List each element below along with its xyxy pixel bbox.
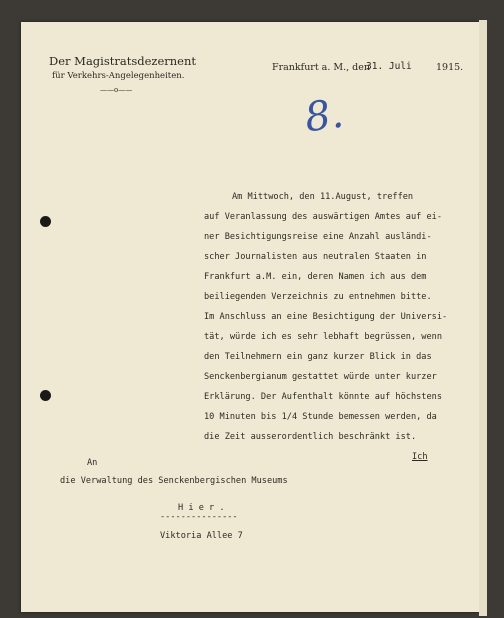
dateline-date: 31. Juli (366, 61, 412, 72)
body-line: tät, würde ich es sehr lebhaft begrüssen, wenn (204, 332, 442, 342)
body-line: Im Anschluss an eine Besichtigung der Universi- (204, 312, 448, 322)
body-line: beiliegenden Verzeichnis zu entnehmen bitte. (204, 292, 432, 302)
body-line: Am Mittwoch, den 11.August, treffen (232, 192, 414, 202)
handwritten-note: 8. (301, 90, 347, 142)
address-location: H i e r . (178, 503, 225, 513)
body-line: die Zeit ausserordentlich beschränkt ist. (204, 432, 417, 442)
body-line: scher Journalisten aus neutralen Staaten in (204, 252, 427, 262)
address-street: Viktoria Allee 7 (160, 531, 243, 541)
dateline-year: 1915. (436, 62, 464, 73)
body-line: auf Veranlassung des auswärtigen Amtes auf ei- (204, 212, 442, 222)
page-edge (479, 20, 487, 616)
letterhead-ornament: ——o—— (100, 86, 133, 94)
body-line: 10 Minuten bis 1/4 Stunde bemessen werden, da (204, 412, 437, 422)
letterhead-subtitle: für Verkehrs-Angelegenheiten. (52, 71, 185, 81)
address-rule: --------------- (160, 512, 238, 522)
body-line: den Teilnehmern ein ganz kurzer Blick in das (204, 352, 432, 362)
body-line: Frankfurt a.M. ein, deren Namen ich aus dem (204, 272, 427, 282)
closing-word: Ich (412, 452, 428, 462)
address-salutation: An (87, 458, 98, 468)
body-line: Erklärung. Der Aufenthalt könnte auf höchstens (204, 392, 442, 402)
punch-hole-top (40, 216, 51, 227)
letterhead-title: Der Magistratsdezernent (49, 54, 197, 68)
body-line: Senckenbergianum gestattet würde unter kurzer (204, 372, 437, 382)
address-recipient: die Verwaltung des Senckenbergischen Museums (60, 476, 288, 486)
punch-hole-bottom (40, 390, 51, 401)
body-line: ner Besichtigungsreise eine Anzahl ausländi- (204, 232, 432, 242)
dateline-place: Frankfurt a. M., den (272, 62, 370, 73)
